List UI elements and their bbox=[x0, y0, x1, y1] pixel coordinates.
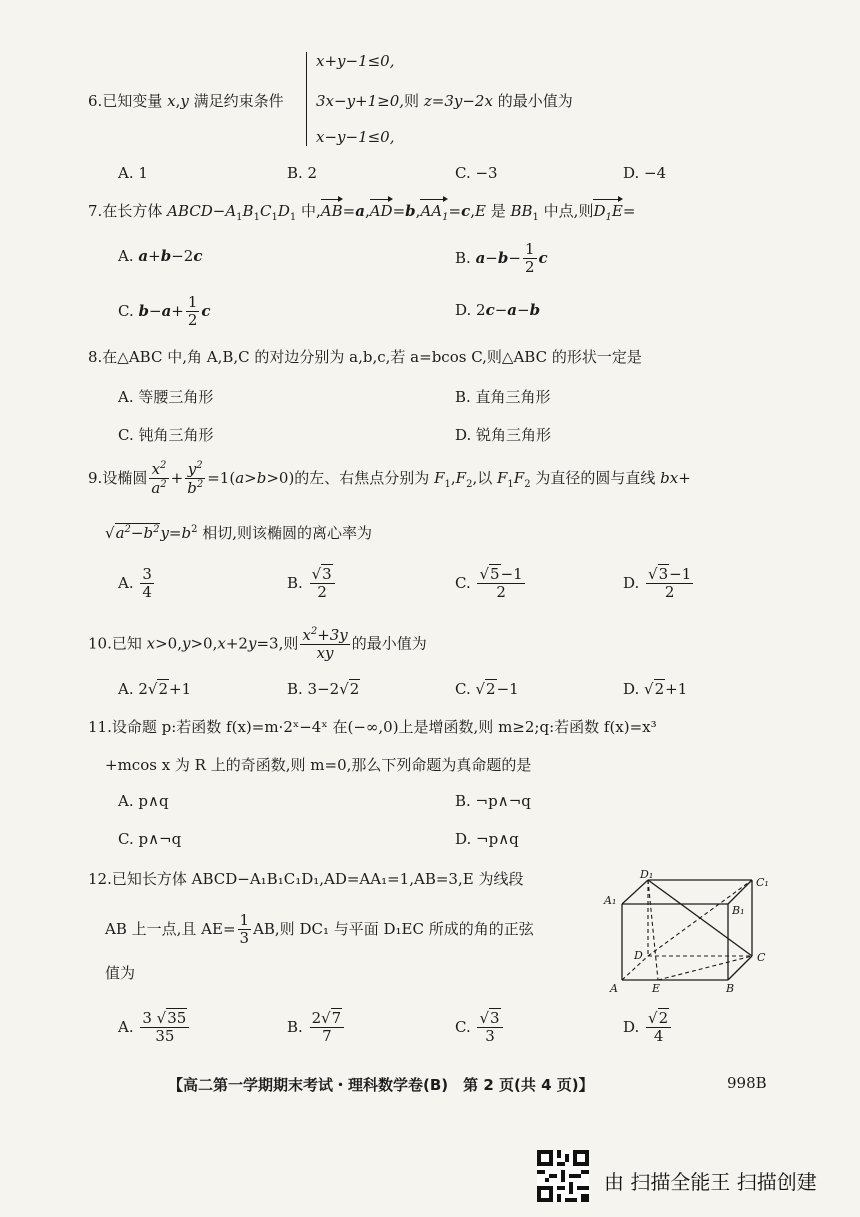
q9-option-d: D. $\frac{√3-1}{2}$ bbox=[623, 565, 692, 602]
q6-stem: 6.已知变量 x,y 满足约束条件 bbox=[88, 92, 284, 110]
q10-option-d: D. √2+1 bbox=[623, 680, 688, 698]
q12-label-c: C bbox=[757, 951, 766, 964]
q11-option-b: B. ¬p∧¬q bbox=[455, 792, 531, 810]
q7-stem: 7.在长方体 $ABCD-A_1B_1C_1D_1$ 中$,AB=a,AD=b,AA_1=c,E$ 是 $BB_1$ 中点,则$D_1E=$ bbox=[88, 202, 636, 223]
q12-cuboid-figure bbox=[600, 868, 790, 998]
q11-option-a: A. p∧q bbox=[118, 792, 169, 810]
q10-option-a: A. 2√2+1 bbox=[118, 680, 192, 698]
q12-stem-line1: 12.已知长方体 ABCD−A₁B₁C₁D₁,AD=AA₁=1,AB=3,E 为线段 bbox=[88, 870, 524, 888]
q12-stem-line2: AB 上一点,且 AE= $\frac{1}{3}$ AB,则 DC₁ 与平面 D₁EC 所成的角的正弦 bbox=[105, 911, 534, 948]
q6-option-c: C. −3 bbox=[455, 164, 498, 182]
q12-label-a: A bbox=[610, 982, 618, 995]
q6-constraint-3: x−y−1≤0, bbox=[316, 128, 395, 146]
q8-option-c: C. 钝角三角形 bbox=[118, 426, 214, 444]
q7-option-d: D. 2c−a−b bbox=[455, 301, 541, 319]
q6-constraint-1: x+y−1≤0, bbox=[316, 52, 395, 70]
q8-stem: 8.在△ABC 中,角 A,B,C 的对边分别为 a,b,c,若 a=bcos C,则△ABC 的形状一定是 bbox=[88, 348, 642, 366]
q11-stem-line2: +mcos x 为 R 上的奇函数,则 m=0,那么下列命题为真命题的是 bbox=[105, 756, 532, 774]
q6-constraint-2: 3x−y+1≥0,则 z=3y−2x 的最小值为 bbox=[316, 92, 573, 110]
q9-option-a: A. $\frac{3}{4}$ bbox=[118, 565, 152, 602]
q9-option-c: C. $\frac{√5-1}{2}$ bbox=[455, 565, 523, 602]
q12-option-d: D. $\frac{√2}{4}$ bbox=[623, 1010, 673, 1046]
q12-label-d1: D₁ bbox=[640, 868, 654, 881]
q8-option-d: D. 锐角三角形 bbox=[455, 426, 552, 444]
q12-label-b1: B₁ bbox=[732, 904, 745, 917]
q7-option-a: A. a+b−2c bbox=[118, 247, 203, 265]
q9-stem-line2: $√a^2-b^2y=b^2$ 相切,则该椭圆的离心率为 bbox=[105, 524, 373, 542]
exam-code: 998B bbox=[727, 1074, 767, 1092]
q12-label-d: D bbox=[634, 949, 643, 962]
q6-brace bbox=[306, 52, 315, 146]
q10-option-b: B. 3−2√2 bbox=[287, 680, 360, 698]
q10-stem: 10.已知 x>0,y>0,x+2y=3,则 $\frac{x^2+3y}{xy}$ 的最小值为 bbox=[88, 626, 427, 663]
q11-stem-line1: 11.设命题 p:若函数 f(x)=m·2ˣ−4ˣ 在(−∞,0)上是增函数,则 m≥2;q:若函数 f(x)=x³ bbox=[88, 718, 657, 736]
q8-option-a: A. 等腰三角形 bbox=[118, 388, 214, 406]
q11-option-c: C. p∧¬q bbox=[118, 830, 182, 848]
q12-label-c1: C₁ bbox=[756, 876, 769, 889]
q12-option-b: B. $\frac{2√7}{7}$ bbox=[287, 1010, 346, 1046]
q7-option-c: C. b−a+ $\frac{1}{2}$ c bbox=[118, 293, 211, 330]
qr-code-icon bbox=[537, 1150, 589, 1202]
q6-option-a: A. 1 bbox=[118, 164, 148, 182]
q9-stem-line1: 9.设椭圆 $\frac{x^2}{a^2}$ + $\frac{y^2}{b^2}$ =1(a>b>0)的左、右焦点分别为 $F_1,F_2$,以 $F_1F_2$ 为直径的圆与直线 bx+ bbox=[88, 460, 691, 498]
q8-option-b: B. 直角三角形 bbox=[455, 388, 551, 406]
q12-option-c: C. $\frac{√3}{3}$ bbox=[455, 1010, 505, 1046]
q9-option-b: B. $\frac{√3}{2}$ bbox=[287, 566, 337, 602]
q6-option-d: D. −4 bbox=[623, 164, 667, 182]
q12-stem-line3: 值为 bbox=[105, 964, 136, 982]
scanner-watermark-text: 由 扫描全能王 扫描创建 bbox=[604, 1170, 817, 1194]
q11-option-d: D. ¬p∧q bbox=[455, 830, 519, 848]
q12-label-a1: A₁ bbox=[604, 894, 617, 907]
q6-option-b: B. 2 bbox=[287, 164, 318, 182]
q12-label-e: E bbox=[652, 982, 661, 995]
q10-option-c: C. √2−1 bbox=[455, 680, 519, 698]
q12-option-a: A. $\frac{3 √35}{35}$ bbox=[118, 1010, 191, 1046]
page-footer: 【高二第一学期期末考试・理科数学卷(B) 第 2 页(共 4 页)】 bbox=[168, 1076, 594, 1094]
q7-option-b: B. a−b− $\frac{1}{2}$ c bbox=[455, 240, 548, 277]
q12-label-b: B bbox=[726, 982, 735, 995]
